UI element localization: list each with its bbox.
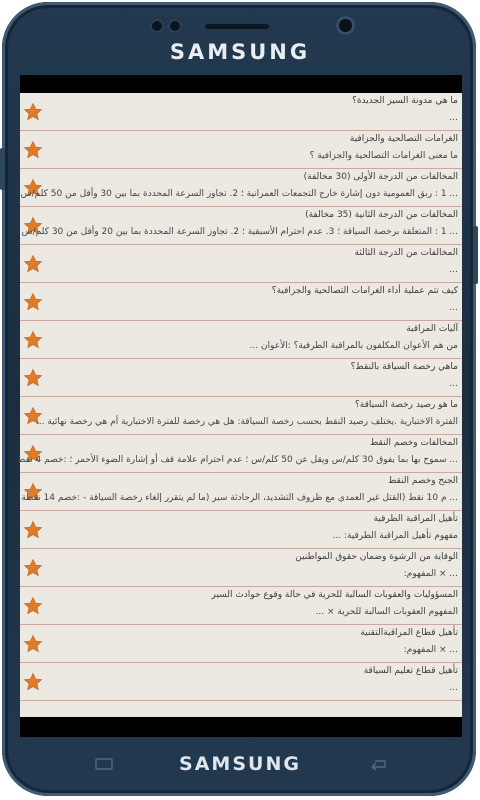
- item-snippet: ... م 10 نقط (القتل غير العمدي مع ظروف التشديد، الرحادثة سير (ما لم يتقرر إلغاء رخصة السياقة - :خصم 14 نقطة: [21, 493, 458, 503]
- list-item[interactable]: [20, 473, 462, 511]
- star-icon[interactable]: [23, 140, 43, 160]
- star-icon[interactable]: [23, 330, 43, 350]
- item-snippet: ... سموح بها بما يفوق 30 كلم/س ويقل عن 50 كلم/س ؛ عدم احترام علامة قف أو إشارة الضوء الأحمر ؛ :خصم 4 نقط: [17, 455, 458, 465]
- item-title: تأهيل قطاع المراقبةالتقنية: [360, 628, 458, 638]
- star-icon[interactable]: [23, 292, 43, 312]
- item-title: كيف تتم عملية أداء الغرامات التصالحية والجزافية؟: [271, 286, 458, 296]
- item-snippet: ...: [449, 683, 458, 693]
- list-item[interactable]: [17, 435, 462, 473]
- item-title: المخالفات من الدرجة الأولى (30 مخالفة): [303, 172, 458, 182]
- item-title: تأهيل قطاع تعليم السياقة: [363, 666, 458, 676]
- proximity-sensor: [150, 19, 164, 33]
- list-item[interactable]: [20, 359, 462, 397]
- star-icon[interactable]: [23, 254, 43, 274]
- topics-list: [14, 93, 462, 717]
- item-title: المخالفات وخصم النقط: [370, 438, 458, 448]
- recent-apps-icon[interactable]: [92, 757, 116, 771]
- star-icon[interactable]: [23, 596, 43, 616]
- list-item[interactable]: [20, 321, 462, 359]
- list-item[interactable]: [20, 511, 462, 549]
- list-item[interactable]: [20, 397, 462, 435]
- item-title: تأهيل المراقبة الطرقية: [373, 514, 458, 524]
- item-snippet: ...: [449, 113, 458, 123]
- screen: [14, 75, 462, 737]
- item-snippet: ما معنى الغرامات التصالحية والجزافية ؟: [309, 151, 458, 161]
- item-snippet: الفترة الاختبارية .يختلف رصيد النقط بحسب رخصة السياقة: هل هي رخصة للفترة الاختبارية أم هي رخصة نهائية ...: [35, 417, 458, 427]
- bottom-bar: [20, 717, 462, 737]
- back-icon[interactable]: [365, 757, 389, 771]
- light-sensor: [168, 19, 182, 33]
- item-snippet: ... 1 : ربق العمومية دون إشارة خارج التجمعات العمرانية ؛ 2. تجاوز السرعة المحددة بما بين 30 وأقل من 50 كلم/س ؛: [14, 189, 458, 199]
- item-title: المسؤوليات والعقوبات السالبة للحرية في حالة وقوع حوادث السير: [211, 590, 458, 600]
- item-snippet: من هم الأعوان المكلفون بالمراقبة الطرقية؟ :الأعوان ...: [249, 341, 458, 351]
- item-title: المخالفات من الدرجة الثالثة: [354, 248, 458, 258]
- front-camera: [336, 16, 355, 35]
- item-title: المخالفات من الدرجة الثانية (35 مخالفة): [305, 210, 458, 220]
- item-title: ما هو رصيد رخصة السياقة؟: [354, 400, 458, 410]
- list-item[interactable]: [20, 283, 462, 321]
- list-item[interactable]: [15, 207, 462, 245]
- list-item[interactable]: [20, 625, 462, 663]
- item-title: الوقاية من الرشوة وضمان حقوق المواطنين: [295, 552, 458, 562]
- item-snippet: ... × المفهوم:: [403, 645, 458, 655]
- item-snippet: مفهوم تأهيل المراقبة الطرقية: ...: [332, 531, 458, 541]
- list-item[interactable]: [14, 169, 462, 207]
- star-icon[interactable]: [23, 558, 43, 578]
- list-item[interactable]: [20, 131, 462, 169]
- item-title: آليات المراقبة: [406, 324, 458, 334]
- star-icon[interactable]: [23, 634, 43, 654]
- star-icon[interactable]: [23, 672, 43, 692]
- item-snippet: ...: [449, 379, 458, 389]
- list-item[interactable]: [20, 93, 462, 131]
- item-title: الغرامات التصالحية والجزافية: [349, 134, 458, 144]
- earpiece-speaker: [205, 24, 269, 29]
- item-snippet: ... × المفهوم:: [403, 569, 458, 579]
- star-icon[interactable]: [23, 520, 43, 540]
- item-snippet: المفهوم العقوبات السالبة للحرية × ...: [315, 607, 458, 617]
- volume-button[interactable]: [0, 148, 5, 190]
- list-item[interactable]: [20, 549, 462, 587]
- star-icon[interactable]: [23, 102, 43, 122]
- item-snippet: ...: [449, 303, 458, 313]
- star-icon[interactable]: [23, 368, 43, 388]
- status-bar: [20, 75, 462, 93]
- item-title: الجنح وخصم النقط: [387, 476, 458, 486]
- item-snippet: ...: [449, 265, 458, 275]
- list-item[interactable]: [20, 663, 462, 701]
- brand-logo-bottom: SAMSUNG: [179, 753, 301, 775]
- power-button[interactable]: [473, 226, 478, 284]
- list-item[interactable]: [20, 245, 462, 283]
- item-snippet: ... 1 : المتعلقة برخصة السياقة ؛ 3. عدم احترام الأسبقية ؛ 2. تجاوز السرعة المحددة بما بين 20 وأقل من 30 كلم/س ؛: [15, 227, 458, 237]
- brand-logo-top: SAMSUNG: [169, 40, 311, 64]
- item-title: ما هي مدونة السير الجديدة؟: [352, 96, 458, 106]
- item-title: ماهي رخصة السياقة بالنقط؟: [350, 362, 458, 372]
- list-item[interactable]: [20, 587, 462, 625]
